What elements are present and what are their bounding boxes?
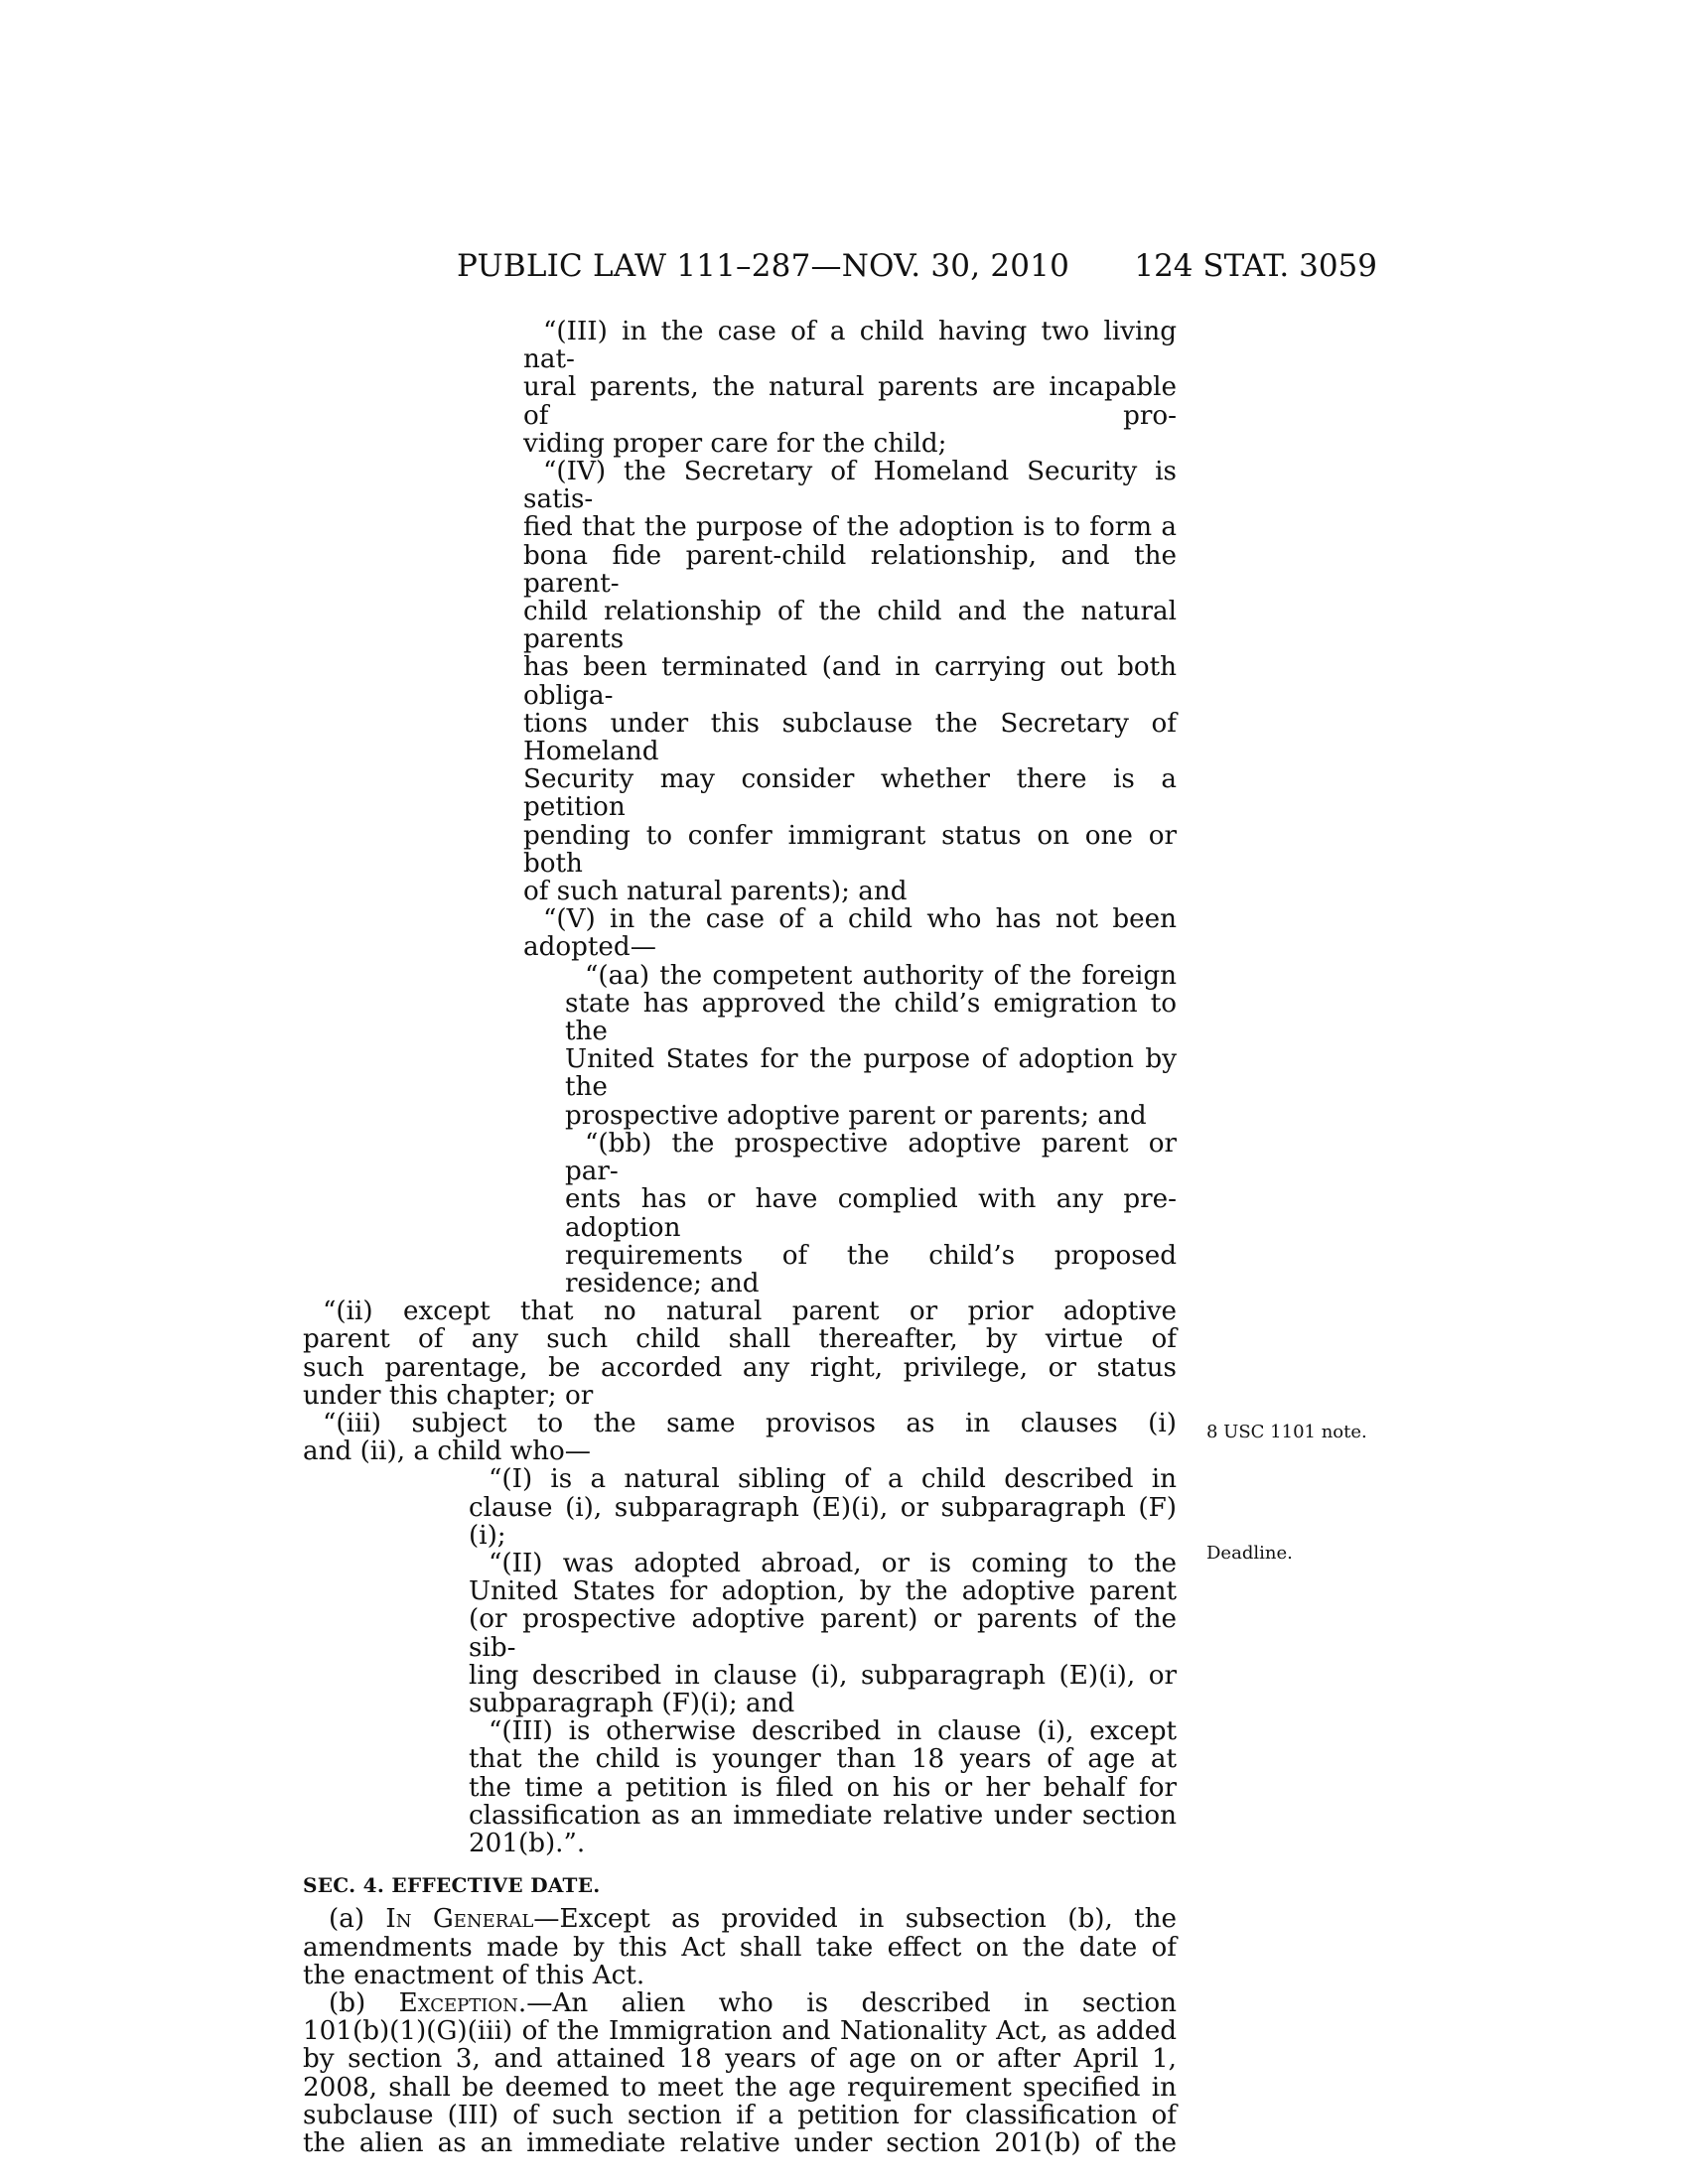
text-line: child relationship of the child and the natural parents	[523, 597, 1177, 655]
text-line: 2008, shall be deemed to meet the age requirement specified in	[303, 2072, 1177, 2103]
text-line: clause (i), subparagraph (E)(i), or subparagraph (F)(i);	[469, 1492, 1177, 1551]
subsection-b-block	[303, 1989, 1177, 2157]
text-line: the alien as an immediate relative under section 201(b) of the	[303, 2128, 1177, 2158]
text-line: the enactment of this Act.	[303, 1960, 645, 1990]
text-line: “(ii) except that no natural parent or prior adoptive	[323, 1297, 1177, 1327]
subsection-a-caption: In General	[385, 1904, 534, 1935]
subsection-b-first-line	[303, 1989, 1177, 2017]
text-line: classification as an immediate relative under section	[469, 1800, 1177, 1831]
item-aa-block	[303, 962, 1177, 1130]
text-line: that the child is younger than 18 years of age at	[469, 1744, 1177, 1775]
subsection-b-caption: Exception	[398, 1987, 518, 2018]
text-line: “(I) is a natural sibling of a child described in	[489, 1464, 1177, 1495]
text-line: tions under this subclause the Secretary of Homeland	[523, 708, 1177, 767]
text-line: has been terminated (and in carrying out both obliga-	[523, 652, 1177, 711]
text-line: of such natural parents); and	[523, 877, 908, 907]
item-bb-block	[303, 1130, 1177, 1297]
text-line: ling described in clause (i), subparagraph (E)(i), or	[469, 1660, 1177, 1691]
clause-iii-block	[303, 1410, 1177, 1465]
text-line: requirements of the child’s proposed residence; and	[565, 1240, 1177, 1298]
text-line: amendments made by this Act shall take effect on the date of	[303, 1932, 1177, 1963]
text-line: ents has or have complied with any pre-adoption	[565, 1184, 1177, 1243]
subclause-III-block	[303, 1717, 1177, 1857]
text-line: “(III) is otherwise described in clause (i), except	[489, 1716, 1177, 1747]
text-line: bona fide parent-child relationship, and the parent-	[523, 540, 1177, 599]
clause-IV-block	[303, 458, 1177, 905]
subsection-a-first-line	[303, 1905, 1177, 1933]
text-line: “(II) was adopted abroad, or is coming to the	[489, 1548, 1177, 1578]
text-line: by section 3, and attained 18 years of age on or after April 1,	[303, 2044, 1177, 2075]
subsection-a-block	[303, 1905, 1177, 1989]
text-line: adopted—	[523, 932, 656, 963]
text-line: 101(b)(1)(G)(iii) of the Immigration and Nationality Act, as added	[303, 2016, 1177, 2047]
text-line: subparagraph (F)(i); and	[469, 1688, 795, 1718]
running-header-page: 124 STAT. 3059	[1134, 248, 1377, 284]
text-line: under this chapter; or	[303, 1380, 594, 1411]
section-heading: SEC. 4. EFFECTIVE DATE.	[303, 1873, 601, 1898]
text-line: pending to confer immigrant status on one or both	[523, 820, 1177, 879]
text-line: “(IV) the Secretary of Homeland Security is satis-	[523, 457, 1177, 515]
subclause-II-block	[303, 1550, 1177, 1717]
text-line: —Except as provided in subsection (b), the	[533, 1904, 1177, 1935]
text-line: prospective adoptive parent or parents; and	[565, 1100, 1147, 1131]
text-line: 201(b).”.	[469, 1828, 586, 1858]
text-line: ural parents, the natural parents are incapable of pro-	[523, 372, 1177, 431]
text-line: viding proper care for the child;	[523, 428, 947, 459]
text-line: “(aa) the competent authority of the foreign	[585, 960, 1177, 991]
text-line: fied that the purpose of the adoption is to form a	[523, 512, 1177, 543]
text-line: .—An alien who is described in section	[517, 1987, 1177, 2018]
text-line: United States for adoption, by the adoptive parent	[469, 1576, 1177, 1607]
text-line: such parentage, be accorded any right, privilege, or status	[303, 1352, 1177, 1383]
text-line: “(bb) the prospective adoptive parent or par-	[565, 1128, 1177, 1187]
clause-ii-block	[303, 1297, 1177, 1410]
text-line: United States for the purpose of adoption by the	[565, 1044, 1177, 1103]
text-line: state has approved the child’s emigration to the	[565, 988, 1177, 1047]
margin-note-usc: 8 USC 1101 note.	[1206, 1422, 1367, 1442]
text-line: and (ii), a child who—	[303, 1436, 591, 1467]
text-line: Security may consider whether there is a petition	[523, 764, 1177, 823]
text-line: “(iii) subject to the same provisos as in clauses (i)	[323, 1408, 1177, 1438]
text-line: (or prospective adoptive parent) or parents of the sib-	[469, 1604, 1177, 1663]
text-line: subclause (III) of such section if a petition for classification of	[303, 2100, 1177, 2130]
statute-body	[303, 318, 1177, 2157]
clause-V-block	[303, 905, 1177, 961]
text-line: parent of any such child shall thereafter, by virtue of	[303, 1324, 1177, 1355]
subsection-b-number: (b)	[329, 1987, 399, 2018]
text-line: the time a petition is filed on his or her behalf for	[469, 1772, 1177, 1803]
text-line: “(V) in the case of a child who has not been	[543, 904, 1177, 935]
text-line: “(III) in the case of a child having two living nat-	[523, 317, 1177, 375]
clause-III-block	[303, 318, 1177, 458]
running-header-title: PUBLIC LAW 111–287—NOV. 30, 2010	[457, 248, 1070, 284]
subsection-a-number: (a)	[329, 1904, 386, 1935]
subclause-I-block	[303, 1465, 1177, 1550]
margin-note-deadline: Deadline.	[1206, 1543, 1293, 1564]
